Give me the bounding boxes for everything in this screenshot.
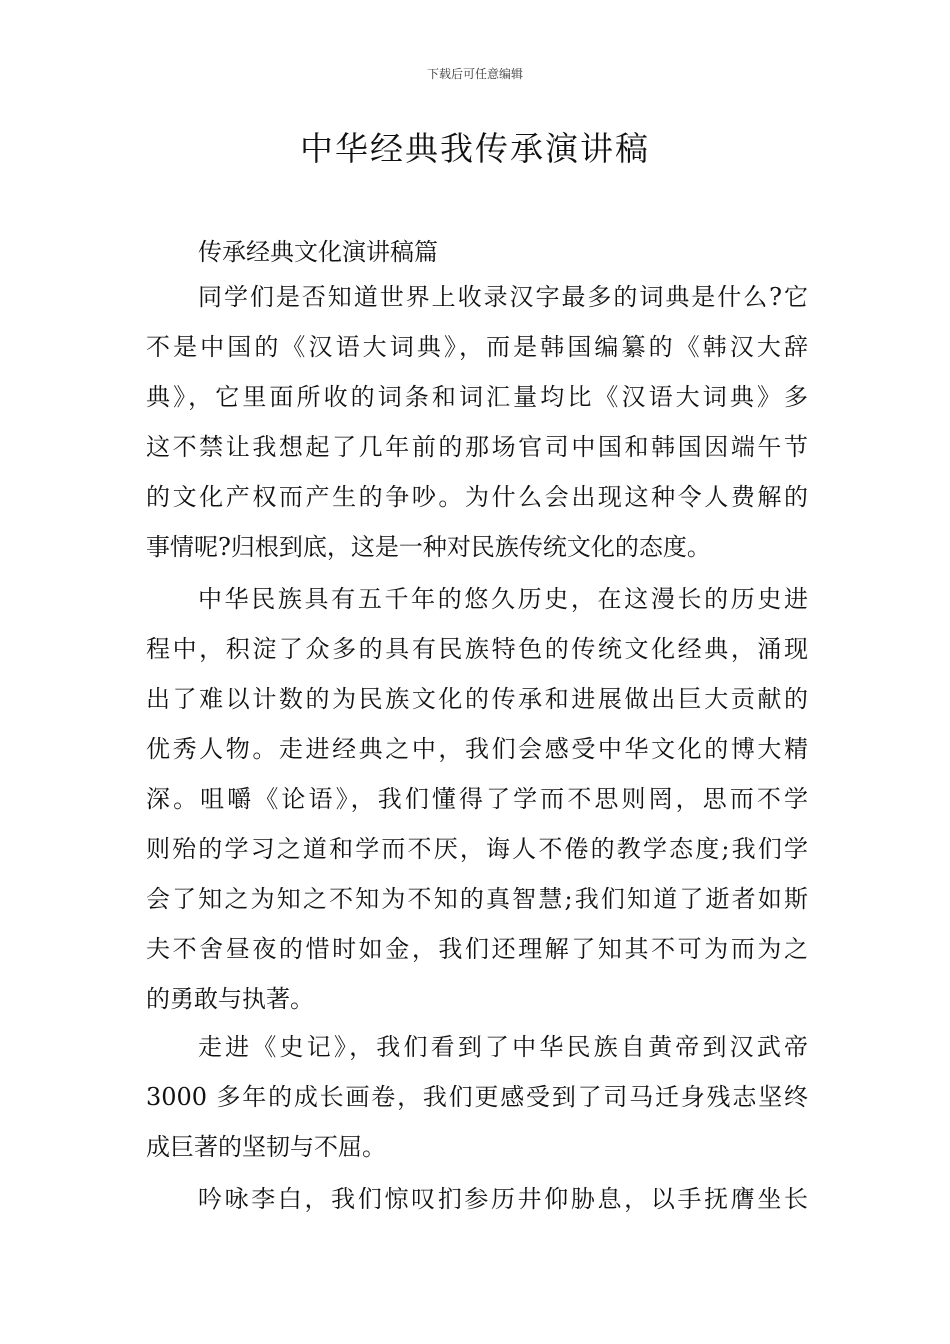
paragraph-line: 程中，积淀了众多的具有民族特色的传统文化经典，涌现 bbox=[146, 635, 808, 663]
paragraph-line: 吟咏李白，我们惊叹扪参历井仰胁息，以手抚膺坐长 bbox=[198, 1185, 808, 1213]
paragraph-3 bbox=[146, 1022, 808, 1172]
paragraph-line: 事情呢?归根到底，这是一种对民族传统文化的态度。 bbox=[146, 533, 711, 561]
paragraph-line: 的勇敢与执著。 bbox=[146, 985, 314, 1013]
paragraph-line: 典》，它里面所收的词条和词汇量均比《汉语大词典》多 bbox=[146, 383, 808, 411]
paragraph-line: 优秀人物。走进经典之中，我们会感受中华文化的博大精 bbox=[146, 735, 808, 763]
paragraph-line: 出了难以计数的为民族文化的传承和进展做出巨大贡献的 bbox=[146, 685, 808, 713]
paragraph-4 bbox=[146, 1174, 808, 1224]
subtitle-text: 传承经典文化演讲稿篇 bbox=[198, 238, 438, 266]
paragraph-line: 夫不舍昼夜的惜时如金，我们还理解了知其不可为而为之 bbox=[146, 935, 808, 963]
paragraph-line: 走进《史记》，我们看到了中华民族自黄帝到汉武帝 bbox=[198, 1033, 808, 1061]
subtitle bbox=[146, 232, 808, 272]
paragraph-line: 中华民族具有五千年的悠久历史，在这漫长的历史进 bbox=[198, 585, 808, 613]
paragraph-line: 则殆的学习之道和学而不厌，诲人不倦的教学态度;我们学 bbox=[146, 835, 808, 863]
document-title: 中华经典我传承演讲稿 bbox=[300, 129, 650, 168]
paragraph-line: 的文化产权而产生的争吵。为什么会出现这种令人费解的 bbox=[146, 483, 808, 511]
paragraph-2 bbox=[146, 574, 808, 1024]
paragraph-line: 这不禁让我想起了几年前的那场官司中国和韩国因端午节 bbox=[146, 433, 808, 461]
paragraph-line: 成巨著的坚韧与不屈。 bbox=[146, 1133, 386, 1161]
paragraph-line: 深。咀嚼《论语》，我们懂得了学而不思则罔，思而不学 bbox=[146, 785, 808, 813]
paragraph-line: 不是中国的《汉语大词典》，而是韩国编纂的《韩汉大辞 bbox=[146, 333, 808, 361]
header-note: 下载后可任意编辑 bbox=[426, 67, 523, 81]
paragraph-line: 3000 多年的成长画卷，我们更感受到了司马迁身残志坚终 bbox=[146, 1083, 808, 1111]
paragraph-1 bbox=[146, 272, 808, 572]
paragraph-line: 同学们是否知道世界上收录汉字最多的词典是什么?它 bbox=[198, 283, 808, 311]
paragraph-line: 会了知之为知之不知为不知的真智慧;我们知道了逝者如斯 bbox=[146, 885, 808, 913]
